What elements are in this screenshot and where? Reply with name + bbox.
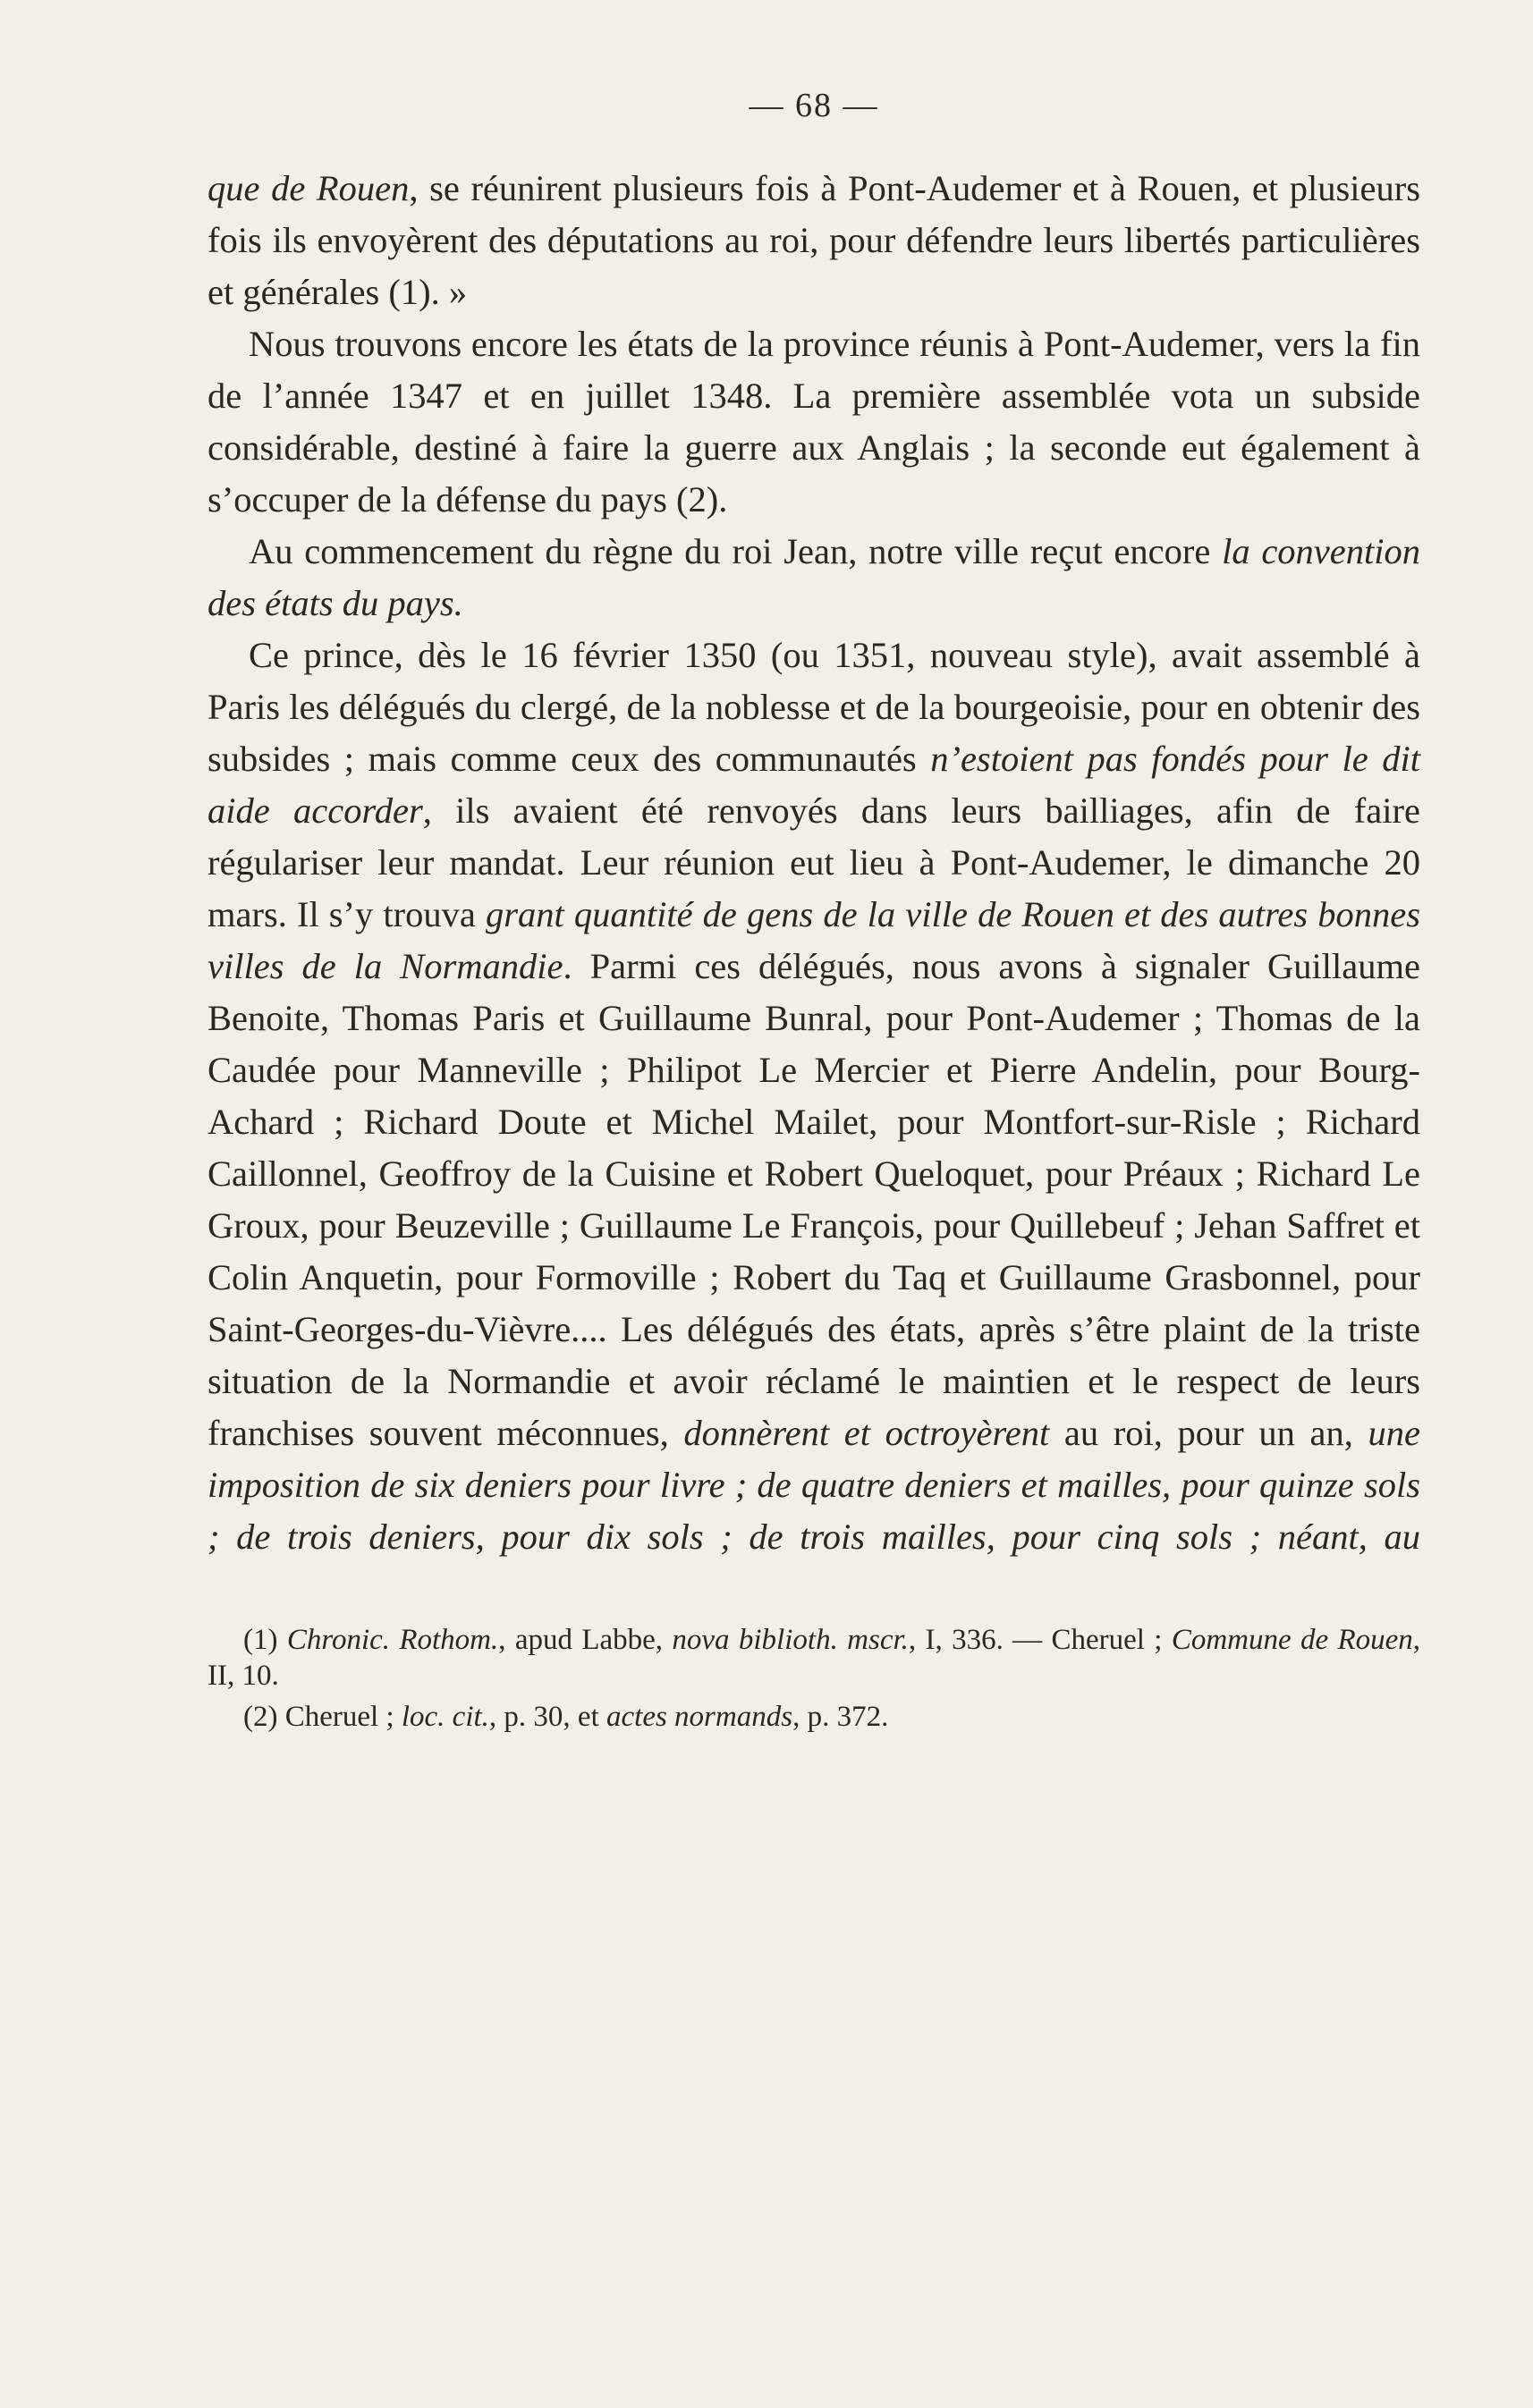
- italic-phrase: Commune de Rouen: [1171, 1624, 1413, 1656]
- italic-phrase: la convention des états du pays.: [208, 531, 1421, 623]
- italic-phrase: donnèrent et octroyèrent: [683, 1413, 1050, 1453]
- italic-phrase: n’estoient pas fondés pour le dit aide accorder: [208, 739, 1420, 831]
- italic-phrase: nova biblioth. mscr.: [672, 1624, 909, 1656]
- text-run: Nous trouvons encore les états de la province réunis à Pont-Audemer, vers la fin de l’année 1347 et en juillet 1348. La première assemblée vota un subside considérable, destiné à faire la guerre aux Anglais ; la seconde eut également à s’occuper de la défense du pays (2).: [208, 324, 1420, 520]
- text-run: , se réunirent plusieurs fois à Pont-Audemer et à Rouen, et plusieurs fois ils envoyèrent des députations au roi, pour défendre leurs libertés particulières et générales (1). »: [208, 168, 1420, 312]
- book-page: [208, 86, 1420, 1735]
- footnote-2: [208, 1699, 1420, 1735]
- italic-phrase: que de Rouen: [208, 168, 410, 208]
- paragraph-2: [208, 318, 1420, 526]
- footnotes: [208, 1622, 1420, 1735]
- text-run: , apud Labbe,: [498, 1624, 673, 1656]
- text-run: , II, 10.: [208, 1624, 1421, 1692]
- paragraph-1: [208, 163, 1420, 318]
- footnote-marker: (2) Cheruel ;: [243, 1701, 402, 1733]
- page-number: — 68 —: [749, 87, 879, 124]
- text-run: , ils avaient été renvoyés dans leurs bailliages, afin de faire régulariser leur mandat. Leur réunion eut lieu à Pont-Audemer, le dimanche 20 mars. Il s’y trouva: [208, 790, 1420, 934]
- text-run: , p. 372.: [792, 1701, 889, 1733]
- text-run: . Parmi ces délégués, nous avons à signaler Guillaume Benoite, Thomas Paris et Guillaume Bunral, pour Pont-Audemer ; Thomas de la Caudée pour Manneville ; Philipot Le Mercier et Pierre Andelin, pour Bourg-Achard ; Richard Doute et Michel Mailet, pour Montfort-sur-Risle ; Richard Caillonnel, Geoffroy de la Cuisine et Robert Queloquet, pour Préaux ; Richard Le Groux, pour Beuzeville ; Guillaume Le François, pour Quillebeuf ; Jehan Saffret et Colin Anquetin, pour Formoville ; Robert du Taq et Guillaume Grasbonnel, pour Saint-Georges-du-Vièvre.... Les délégués des états, après s’être plaint de la triste situation de la Normandie et avoir réclamé le maintien et le respect de leurs franchises souvent méconnues,: [208, 946, 1420, 1453]
- footnote-marker: (1): [243, 1624, 287, 1656]
- text-run: Au commencement du règne du roi Jean, notre ville reçut encore: [249, 531, 1223, 571]
- italic-phrase: actes normands: [606, 1701, 793, 1733]
- text-run: , I, 336. — Cheruel ;: [908, 1624, 1172, 1656]
- text-run: , p. 30, et: [488, 1701, 606, 1733]
- italic-phrase: Chronic. Rothom.: [286, 1624, 499, 1656]
- italic-phrase: une imposition de six deniers pour livre ; de quatre deniers et mailles, pour quinze sols ; de trois deniers, pour dix sols ; de trois mailles, pour cinq sols ; néant, au: [208, 1413, 1420, 1557]
- text-run: au roi, pour un an,: [1049, 1413, 1368, 1453]
- footnote-1: [208, 1622, 1420, 1694]
- italic-phrase: grant quantité de gens de la ville de Rouen et des autres bonnes villes de la Normandie: [208, 894, 1420, 986]
- paragraph-3: [208, 526, 1420, 629]
- text-run: Ce prince, dès le 16 février 1350 (ou 1351, nouveau style), avait assemblé à Paris les délégués du clergé, de la noblesse et de la bourgeoisie, pour en obtenir des subsides ; mais comme ceux des communautés: [208, 635, 1420, 779]
- body-text: [208, 163, 1420, 1563]
- italic-phrase: loc. cit.: [401, 1701, 489, 1733]
- paragraph-4: [208, 629, 1420, 1563]
